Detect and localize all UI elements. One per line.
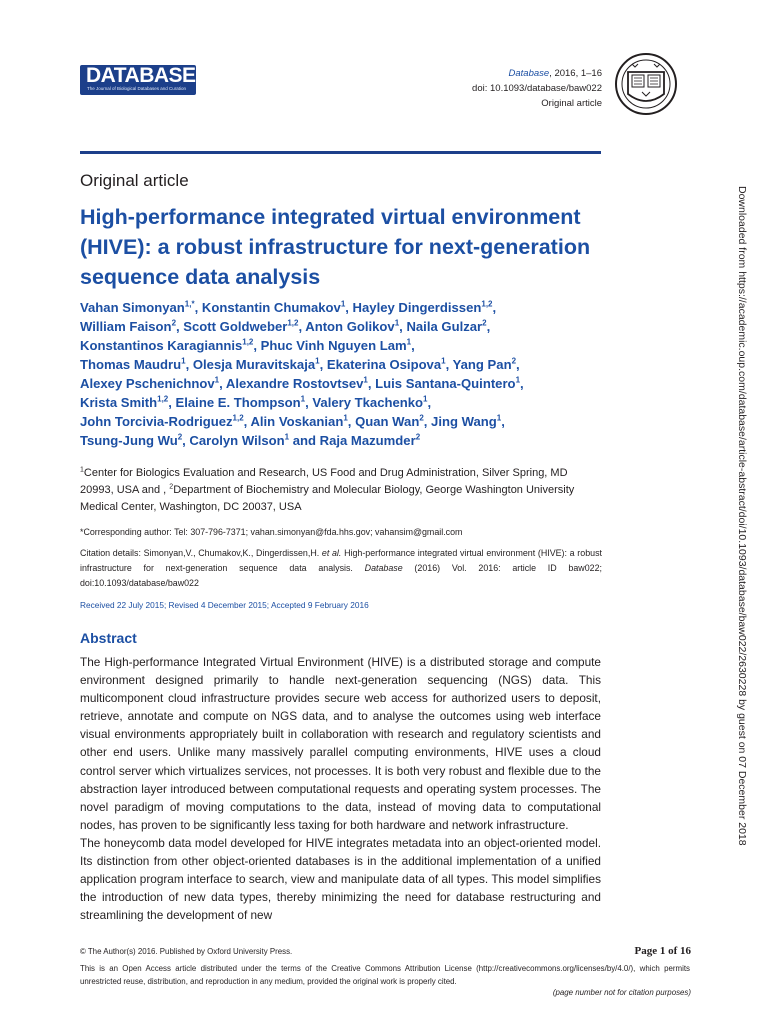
author-sep: ,: [516, 357, 520, 372]
affil-text: Center for Biologics Evaluation and Research, US Food and Drug Administration, Silver Spring, MD 20993, USA and ,: [80, 467, 568, 496]
author-sup: 1: [441, 356, 446, 366]
author-sup: 1,2: [157, 394, 169, 404]
author-sup: 1: [315, 356, 320, 366]
author-sup: 1: [394, 318, 400, 328]
author: Alexey Pschenichnov: [80, 376, 215, 391]
author-sup: 2: [171, 318, 177, 328]
section-label: Original article: [80, 171, 189, 190]
article-title: High-performance integrated virtual environment (HIVE): a robust infrastructure for next-generation sequence data analysis: [80, 205, 591, 289]
abstract-heading: Abstract: [80, 630, 137, 646]
logo-tagline: The Journal of Biological Databases and Curation: [87, 86, 187, 91]
author-sup: 1,*: [184, 299, 195, 309]
author-sup: 2: [419, 413, 424, 423]
citation-note: (page number not for citation purposes): [552, 988, 691, 997]
author: , Valery Tkachenko: [305, 395, 424, 410]
author: , Hayley Dingerdissen: [345, 300, 482, 315]
article-meta: [472, 66, 602, 111]
journal-name: Database: [508, 68, 550, 79]
author: Konstantinos Karagiannis: [80, 338, 243, 353]
author: Vahan Simonyan: [80, 300, 185, 315]
author-sup: 1: [284, 432, 290, 442]
author-sup: 2: [177, 432, 183, 442]
author: and Raja Mazumder: [289, 433, 416, 448]
author-sup: 1,2: [287, 318, 299, 328]
license-text: This is an Open Access article distributed under the terms of the Creative Commons Attribution License (http://creativecommons.org/licenses/by/4.0/), which permits unrestricted reuse, distribution, and reproduction in any medium, provided the original work is properly cited.: [80, 964, 690, 986]
author-sup: 1,2: [481, 299, 493, 309]
author: , Luis Santana-Quintero: [367, 376, 516, 391]
abstract-paragraph: The High-performance Integrated Virtual Environment (HIVE) is a distributed storage and compute environment designed primarily to handle next-generation sequencing (NGS) data. This multicomponent cloud infrastructure provides secure web access for authorized users to deposit, retrieve, annotate and compute on NGS data, and to analyse the outcomes using web interface visual environments appropriately built in collaboration with research and regulatory scientists and other end users. Unlike many massively parallel computing environments, HIVE uses a cloud control server which virtualizes services, not processes. It is both very robust and flexible due to the abstraction layer introduced between computational requests and operating system processes. The novel paradigm of moving computations to the data, instead of moving data to computational nodes, has proven to be significantly less taxing for both hardware and network infrastructure.: [80, 655, 601, 832]
author: , Naila Gulzar: [399, 319, 483, 334]
author: , Elaine E. Thompson: [168, 395, 301, 410]
journal-ref: , 2016, 1–16: [549, 68, 602, 79]
citation-text: High-performance integrated virtual environment (HIVE): a robust infrastructure for next-generation sequence data analysis.: [80, 548, 602, 573]
author: , Anton Golikov: [298, 319, 395, 334]
author-sup: 2: [482, 318, 487, 328]
download-watermark: Downloaded from https://academic.oup.com/database/article-abstract/doi/10.1093/database/baw022/2630228 by guest on 07 December 2018: [736, 186, 748, 846]
citation-details: [80, 546, 602, 591]
header-rule: [80, 151, 601, 154]
author-sep: ,: [501, 414, 505, 429]
author: , Alin Voskanian: [243, 414, 344, 429]
author-sup: 2: [415, 432, 421, 442]
author-sup: 1: [496, 413, 502, 423]
citation-text: Citation details: Simonyan,V., Chumakov,K., Dingerdissen,H.: [80, 548, 322, 558]
author: , Olesja Muravitskaja: [185, 357, 316, 372]
author-sup: 1: [363, 375, 368, 385]
author-sup: 1: [406, 337, 412, 347]
author: , Alexandre Rostovtsev: [219, 376, 364, 391]
author-sup: 1: [343, 413, 348, 423]
author-sep: ,: [492, 300, 497, 315]
author-sup: 1: [423, 394, 428, 404]
page-number: Page 1 of 16: [634, 945, 691, 957]
article-type: Original article: [541, 98, 602, 109]
author-sep: ,: [520, 376, 524, 391]
affil-sup: 1: [80, 466, 84, 474]
citation-text: (2016) Vol. 2016: article ID baw022; doi:10.1093/database/baw022: [80, 563, 602, 588]
affiliations: [80, 465, 602, 516]
author: , Carolyn Wilson: [182, 433, 285, 448]
author-sup: 1,2: [242, 337, 254, 347]
author: William Faison: [80, 319, 172, 334]
author: , Scott Goldweber: [176, 319, 288, 334]
logo-word: DATABASE: [86, 64, 196, 87]
author-list: [80, 298, 610, 450]
author: , Konstantin Chumakov: [194, 300, 341, 315]
author: John Torcivia-Rodriguez: [80, 414, 233, 429]
citation-journal: Database: [364, 563, 403, 573]
citation-etal: et al.: [321, 548, 342, 558]
doi: doi: 10.1093/database/baw022: [472, 83, 602, 94]
affil-text: Department of Biochemistry and Molecular Biology, George Washington University Medical Center, Washington, DC 20037, USA: [80, 484, 575, 513]
author-sup: 2: [511, 356, 517, 366]
author-sup: 1,2: [232, 413, 244, 423]
author: Thomas Maudru: [80, 357, 182, 372]
author: , Phuc Vinh Nguyen Lam: [253, 338, 407, 353]
author-sup: 1: [340, 299, 346, 309]
author-sep: ,: [411, 338, 415, 353]
corresponding-author: *Corresponding author: Tel: 307-796-7371; vahan.simonyan@fda.hhs.gov; vahansim@gmail.com: [80, 527, 463, 537]
author-sup: 1: [300, 394, 306, 404]
copyright: © The Author(s) 2016. Published by Oxford University Press.: [80, 947, 293, 956]
author: , Jing Wang: [423, 414, 497, 429]
abstract-body: [80, 653, 601, 924]
author: , Quan Wan: [347, 414, 420, 429]
author-sup: 1: [214, 375, 220, 385]
journal-logo: [80, 65, 196, 95]
author: , Yang Pan: [445, 357, 512, 372]
abstract-paragraph: The honeycomb data model developed for HIVE integrates metadata into an object-oriented model. Its distinction from other object-oriented databases is in the additional implementation of a unified application program interface to search, view and manipulate data of all types. This model simplifies the introduction of new data types, thereby minimizing the need for database restructuring and streamlining the development of new: [80, 835, 601, 923]
author: , Ekaterina Osipova: [319, 357, 442, 372]
oxford-seal-icon: [614, 52, 678, 116]
author-sep: ,: [486, 319, 491, 334]
author: Tsung-Jung Wu: [80, 433, 178, 448]
author: Krista Smith: [80, 395, 158, 410]
author-sup: 1: [181, 356, 186, 366]
affil-sup: 2: [169, 483, 174, 491]
author-sep: ,: [427, 395, 432, 410]
author-sup: 1: [515, 375, 521, 385]
received-dates: Received 22 July 2015; Revised 4 December 2015; Accepted 9 February 2016: [80, 600, 369, 610]
